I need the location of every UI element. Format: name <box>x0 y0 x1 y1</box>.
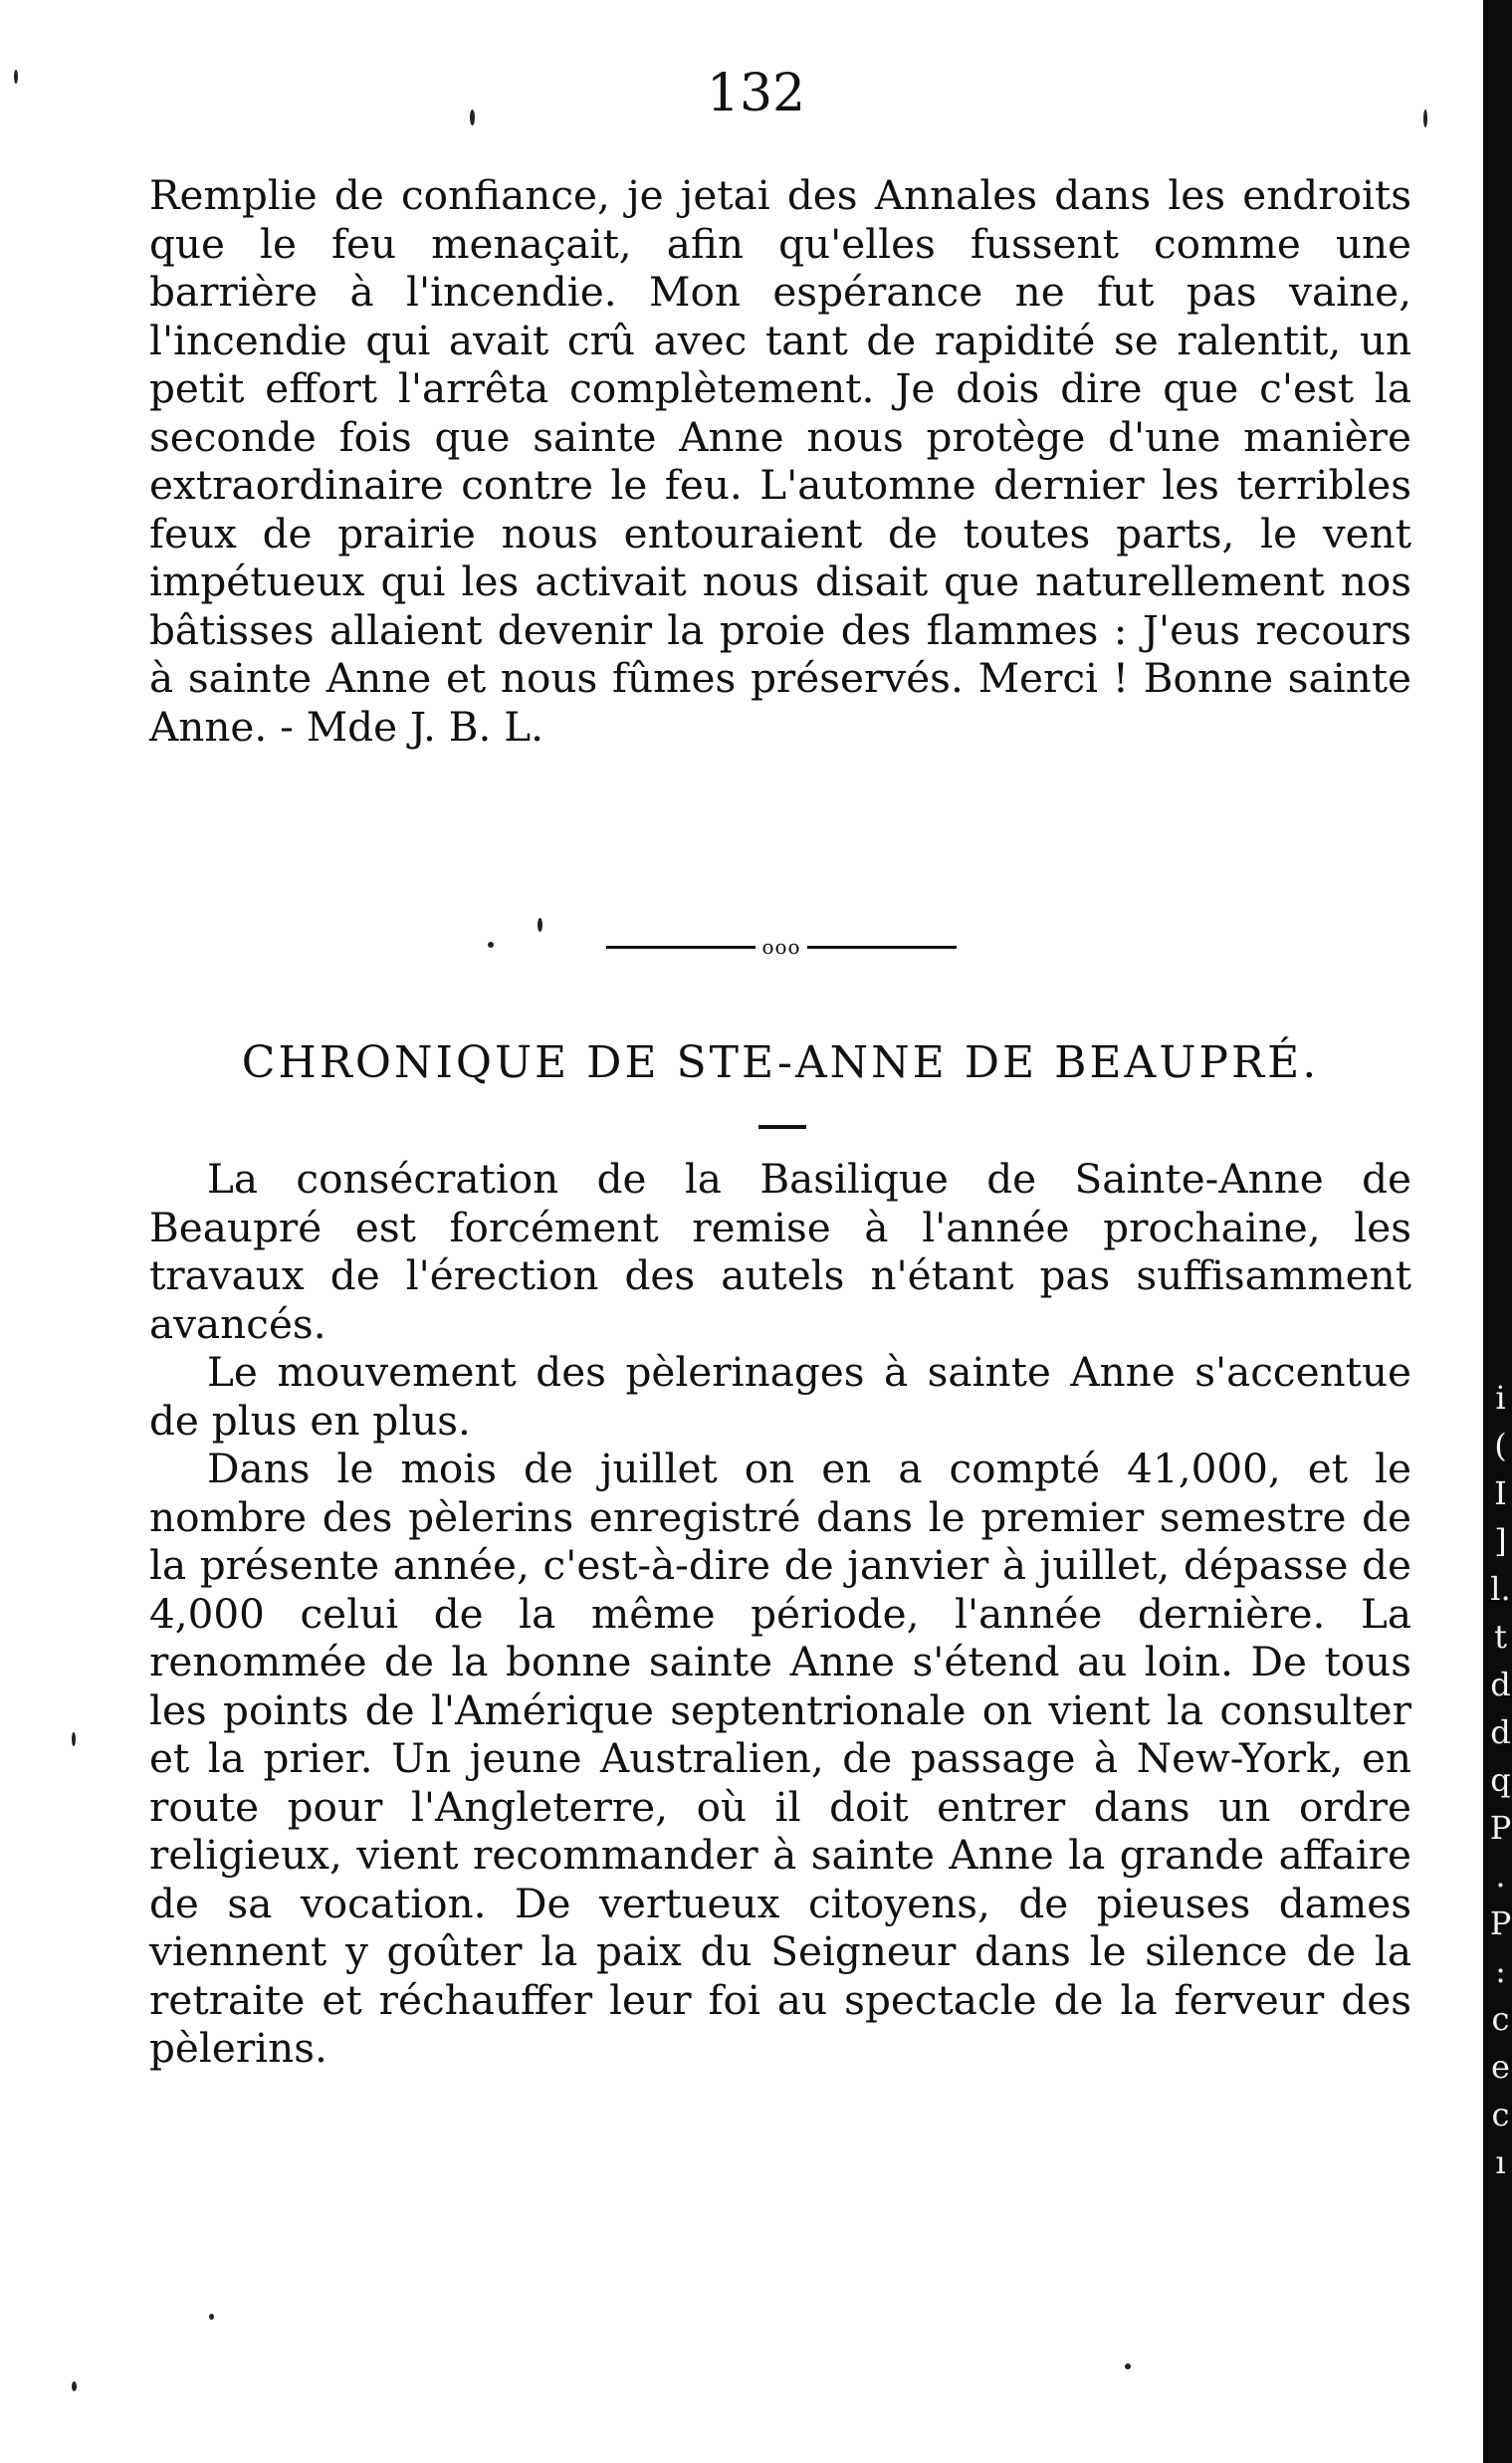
section-divider <box>582 932 980 962</box>
adjacent-page-fragments: i ( I ] l. t d d q P. P: ce cı <box>1489 1379 1512 2181</box>
chronicle-paragraph: Dans le mois de juillet on en a compté 41,000, et le nombre des pèlerins enregistré dans le premier semestre de la présente année, c'est-à-dire de janvier à juillet, dépasse de 4,000 celui de la même période, l'année dernière. La renommée de la bonne sainte Anne s'étend au loin. De tous les points de l'Amérique septentrionale on vient la consulter et la prier. Un jeune Australien, de passage à New-York, en route pour l'Angleterre, où il doit entrer dans un ordre religieux, vient recommander à sainte Anne la grande affaire de sa vocation. De vertueux citoyens, de pieuses dames viennent y goûter la paix du Seigneur dans le silence de la retraite et réchauffer leur foi au spectacle de la ferveur des pèlerins. <box>149 1445 1411 2072</box>
scan-speck <box>209 2314 214 2320</box>
scan-speck <box>14 70 18 84</box>
chronicle-body <box>149 1155 1411 2073</box>
chronicle-paragraph: Le mouvement des pèlerinages à sainte Anne s'accentue de plus en plus. <box>149 1348 1411 1445</box>
divider-mark: ooo <box>761 935 801 959</box>
scan-speck <box>72 2381 77 2391</box>
scan-speck <box>72 1732 76 1746</box>
scan-speck <box>1125 2363 1131 2369</box>
heading-dash <box>758 1125 806 1129</box>
divider-rule-right <box>807 946 957 949</box>
scan-speck <box>1423 110 1427 127</box>
testimonial-block <box>149 171 1411 751</box>
section-heading: CHRONIQUE DE STE-ANNE DE BEAUPRÉ. <box>241 1037 1320 1088</box>
page-number: 132 <box>706 64 806 123</box>
scan-speck <box>538 918 542 932</box>
scan-speck <box>470 110 475 125</box>
testimonial-paragraph: Remplie de confiance, je jetai des Annales dans les endroits que le feu menaçait, afin qu'elles fussent comme une barrière à l'incendie. Mon espérance ne fut pas vaine, l'incendie qui avait crû avec tant de rapidité se ralentit, un petit effort l'arrêta complètement. Je dois dire que c'est la seconde fois que sainte Anne nous protège d'une manière extraordinaire contre le feu. L'automne dernier les terribles feux de prairie nous entouraient de toutes parts, le vent impétueux qui les activait nous disait que naturellement nos bâtisses allaient devenir la proie des flammes : J'eus recours à sainte Anne et nous fûmes préservés. Merci ! Bonne sainte Anne. - Mde J. B. L. <box>149 171 1411 751</box>
divider-rule-left <box>606 946 756 949</box>
scan-speck <box>488 942 494 948</box>
chronicle-paragraph: La consécration de la Basilique de Sainte-Anne de Beaupré est forcément remise à l'année prochaine, les travaux de l'érection des autels n'étant pas suffisamment avancés. <box>149 1155 1411 1348</box>
